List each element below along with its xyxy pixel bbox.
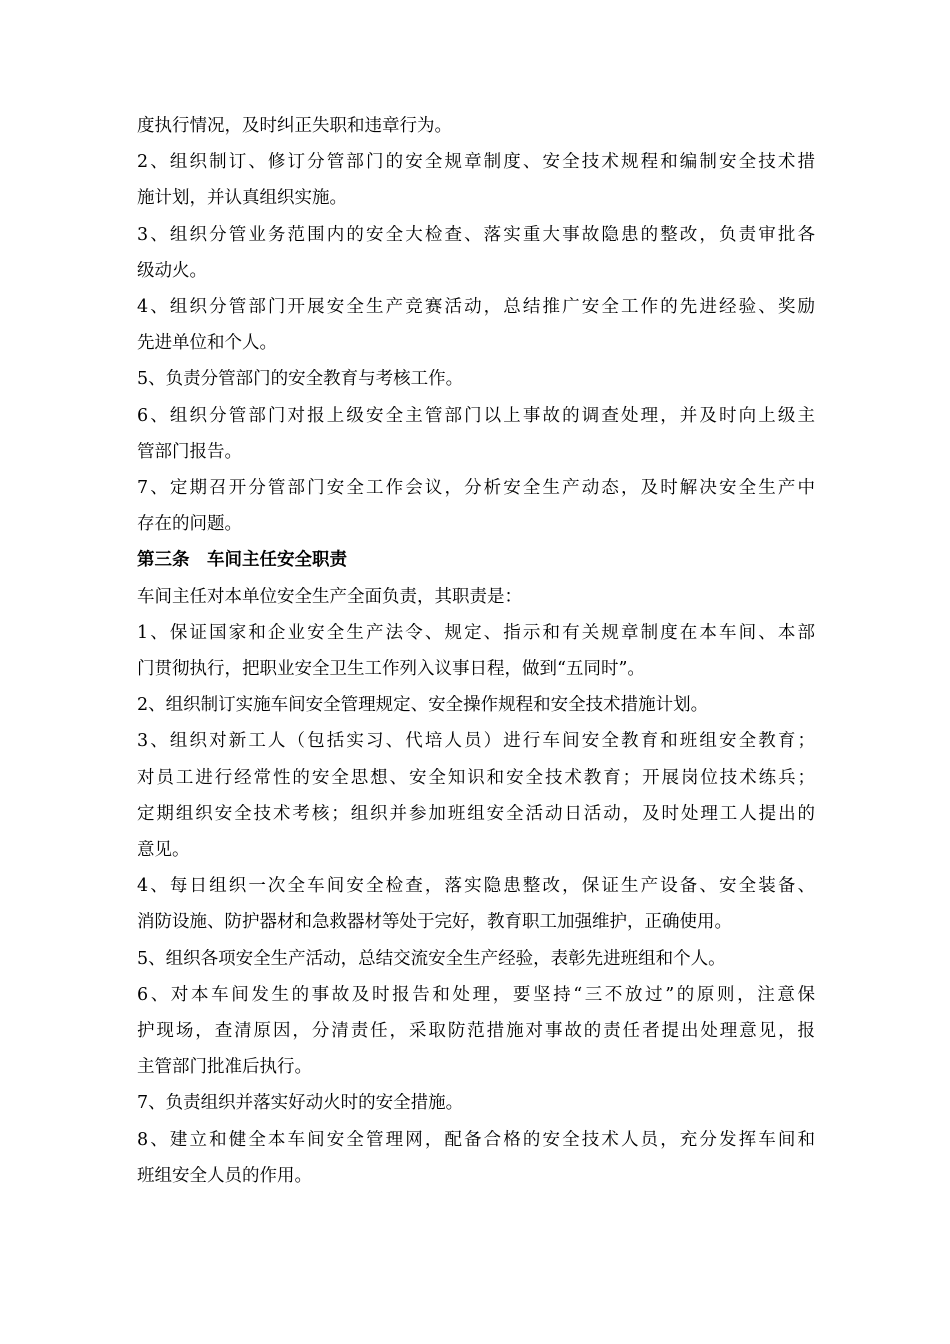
text-line: 班组安全人员的作用。: [137, 1165, 312, 1186]
text-line: 车间主任对本单位安全生产全面负责，其职责是：: [137, 586, 522, 607]
text-line: 度执行情况，及时纠正失职和违章行为。: [137, 116, 452, 136]
text-line: 消防设施、防护器材和急救器材等处于完好，教育职工加强维护，正确使用。: [137, 912, 732, 933]
text-line: 先进单位和个人。: [137, 333, 277, 354]
text-line: 主管部门批准后执行。: [137, 1057, 312, 1078]
text-line: 门贯彻执行，把职业安全卫生工作列入议事日程，做到“五同时”。: [137, 659, 645, 680]
text-line: 7、负责组织并落实好动火时的安全措施。: [137, 1093, 464, 1114]
text-line: 2、组织制订实施车间安全管理规定、安全操作规程和安全技术措施计划。: [137, 695, 709, 716]
text-line: 6、对本车间发生的事故及时报告和处理，要坚持“三不放过”的原则，注意保: [137, 984, 815, 1005]
text-line: 管部门报告。: [137, 441, 242, 462]
text-line: 8、建立和健全本车间安全管理网，配备合格的安全技术人员，充分发挥车间和: [137, 1129, 815, 1150]
document-page: [137, 108, 815, 1194]
text-line: 3、组织对新工人（包括实习、代培人员）进行车间安全教育和班组安全教育；: [137, 731, 815, 752]
text-line: 意见。: [137, 840, 190, 861]
text-line: 5、组织各项安全生产活动，总结交流安全生产经验，表彰先进班组和个人。: [137, 948, 726, 969]
text-line: 对员工进行经常性的安全思想、安全知识和安全技术教育；开展岗位技术练兵；: [137, 767, 815, 788]
text-line: 2、组织制订、修订分管部门的安全规章制度、安全技术规程和编制安全技术措: [137, 152, 815, 173]
text-line: 4、组织分管部门开展安全生产竞赛活动，总结推广安全工作的先进经验、奖励: [137, 297, 815, 318]
section-heading: 第三条 车间主任安全职责: [137, 550, 347, 571]
text-line: 3、组织分管业务范围内的安全大检查、落实重大事故隐患的整改，负责审批各: [137, 224, 815, 245]
text-line: 5、负责分管部门的安全教育与考核工作。: [137, 369, 464, 390]
text-line: 1、保证国家和企业安全生产法令、规定、指示和有关规章制度在本车间、本部: [137, 622, 815, 643]
text-line: 施计划，并认真组织实施。: [137, 188, 347, 209]
text-line: 定期组织安全技术考核；组织并参加班组安全活动日活动，及时处理工人提出的: [137, 803, 815, 824]
text-line: 6、组织分管部门对报上级安全主管部门以上事故的调查处理，并及时向上级主: [137, 405, 815, 426]
text-line: 存在的问题。: [137, 514, 242, 535]
text-line: 护现场，查清原因，分清责任，采取防范措施对事故的责任者提出处理意见，报: [137, 1021, 815, 1042]
text-line: 级动火。: [137, 260, 207, 281]
text-line: 7、定期召开分管部门安全工作会议，分析安全生产动态，及时解决安全生产中: [137, 478, 815, 499]
text-line: 4、每日组织一次全车间安全检查，落实隐患整改，保证生产设备、安全装备、: [137, 876, 815, 897]
